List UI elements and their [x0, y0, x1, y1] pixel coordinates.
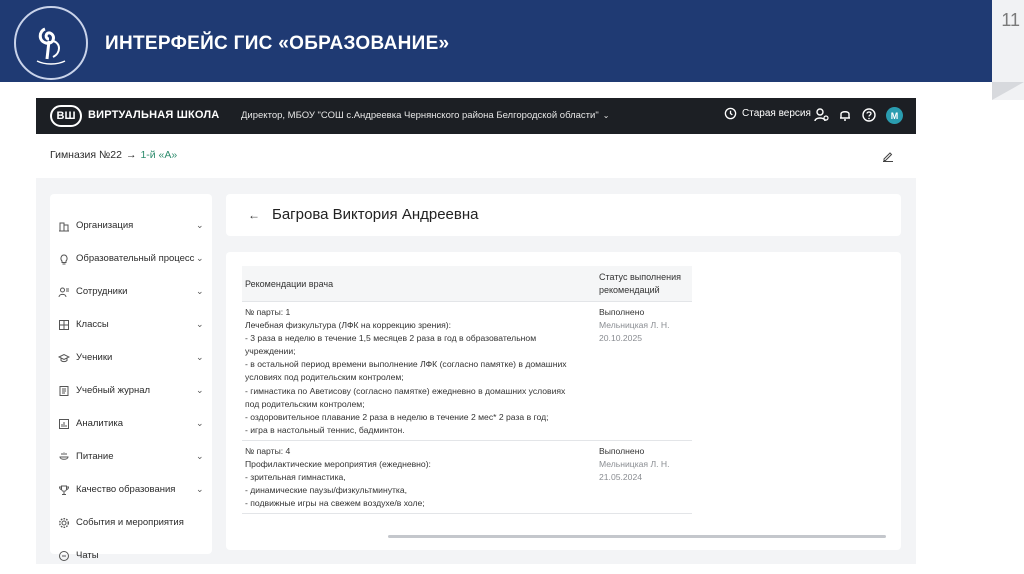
sidebar-item[interactable]: [50, 341, 212, 374]
avatar[interactable]: М: [886, 107, 903, 124]
user-search-icon[interactable]: [814, 107, 830, 123]
role-label: Директор, МБОУ "СОШ с.Андреевка Чернянского района Белгородской области": [241, 110, 599, 121]
breadcrumb-class[interactable]: 1-й «А»: [140, 149, 178, 161]
recommendation-line: № парты: 4: [245, 445, 291, 456]
chevron-down-icon: ⌄: [602, 111, 610, 120]
recommendation-line: условиях под родительским контролем;: [245, 372, 404, 383]
breadcrumb-bar: [36, 134, 916, 178]
sidebar-item-label: Питание: [76, 451, 114, 462]
recommendation-line: - зрительная гимнастика,: [245, 472, 346, 483]
sidebar-item[interactable]: [50, 440, 212, 473]
horizontal-scrollbar[interactable]: [388, 535, 886, 538]
chevron-down-icon: ⌄: [196, 418, 204, 428]
person-header: [226, 194, 901, 236]
recommendation-line: - 3 раза в неделю в течение 1,5 месяцев 2 раза в год в образовательном: [245, 333, 537, 344]
breadcrumb-arrow: →: [125, 149, 137, 161]
chevron-down-icon: ⌄: [196, 352, 204, 362]
status-author: Мельницкая Л. Н.: [599, 459, 670, 470]
lightbulb-icon: [58, 253, 70, 265]
old-version-label: Старая версия: [742, 108, 811, 119]
sidebar-item-label: Аналитика: [76, 418, 124, 429]
status-text: Выполнено: [599, 307, 645, 317]
recommendation-line: № парты: 1: [245, 307, 291, 317]
chart-icon: [58, 418, 70, 430]
recommendation-line: - игра в настольный теннис, бадминтон.: [245, 424, 405, 435]
recommendations-table: [242, 266, 692, 514]
sidebar-item-label: Классы: [76, 319, 109, 330]
header-recommendations: Рекомендации врача: [245, 279, 334, 289]
table-row: [242, 441, 692, 514]
status-text: Выполнено: [599, 445, 645, 456]
header-status-line2: рекомендаций: [599, 285, 660, 295]
edit-icon[interactable]: [882, 150, 894, 162]
sidebar-item-label: Учебный журнал: [76, 385, 151, 396]
help-icon[interactable]: [861, 107, 877, 123]
institution-logo: [14, 6, 88, 80]
sidebar-item-label: Сотрудники: [76, 286, 128, 297]
sidebar-item[interactable]: [50, 242, 212, 275]
food-icon: [58, 451, 70, 463]
sidebar-item[interactable]: [50, 506, 212, 539]
app-screenshot: [36, 98, 916, 564]
gear-icon: [58, 517, 70, 529]
page-fold: [992, 82, 1024, 100]
chevron-down-icon: ⌄: [196, 220, 204, 230]
recommendation-line: - гимнастика по Аветисову (согласно памятке) ежедневно в домашних условиях: [245, 385, 566, 396]
header-status-line1: Статус выполнения: [599, 272, 681, 282]
sidebar-item[interactable]: [50, 275, 212, 308]
grid-icon: [58, 319, 70, 331]
old-version-link[interactable]: [724, 107, 811, 120]
recommendation-text: [242, 302, 596, 440]
page-number: 11: [1001, 10, 1020, 30]
recommendation-line: - оздоровительное плавание 2 раза в неделю в течение 2 мес* 2 раза в год;: [245, 411, 549, 422]
sidebar-item[interactable]: [50, 308, 212, 341]
sidebar-item-label: Ученики: [76, 352, 113, 363]
status-date: 21.05.2024: [599, 472, 643, 483]
recommendation-text: [242, 441, 596, 513]
slide-header: [0, 0, 992, 82]
recommendation-line: - динамические паузы/физкультминутка,: [245, 485, 408, 496]
sidebar-item-label: События и мероприятия: [76, 517, 184, 528]
table-row: [242, 302, 692, 441]
sidebar-item[interactable]: [50, 374, 212, 407]
bell-icon[interactable]: [837, 107, 853, 123]
sidebar-item-label: Организация: [76, 220, 134, 231]
sidebar-item[interactable]: [50, 539, 212, 564]
brand-name[interactable]: ВИРТУАЛЬНАЯ ШКОЛА: [88, 109, 220, 121]
sidebar: [50, 194, 212, 561]
recommendation-line: - в остальной период времени выполнение ЛФК (согласно памятке) в домашних: [245, 359, 567, 370]
table-body: [242, 302, 692, 514]
status-date: 20.10.2025: [599, 333, 643, 344]
status-author: Мельницкая Л. Н.: [599, 320, 670, 331]
slide-title: ИНТЕРФЕЙС ГИС «ОБРАЗОВАНИЕ»: [105, 33, 450, 54]
top-navbar: [36, 98, 916, 134]
breadcrumb: [50, 149, 177, 161]
chevron-down-icon: ⌄: [196, 484, 204, 494]
history-icon: [724, 107, 737, 120]
recommendation-line: под родительским контролем;: [245, 398, 365, 409]
sidebar-item[interactable]: [50, 209, 212, 242]
recommendation-line: Профилактические мероприятия (ежедневно):: [245, 459, 431, 470]
chat-icon: [58, 550, 70, 562]
chevron-down-icon: ⌄: [196, 451, 204, 461]
trophy-icon: [58, 484, 70, 496]
sidebar-item-label: Качество образования: [76, 484, 176, 495]
breadcrumb-school[interactable]: Гимназия №22: [50, 149, 122, 161]
journal-icon: [58, 385, 70, 397]
chevron-down-icon: ⌄: [196, 385, 204, 395]
recommendation-status: [596, 441, 692, 513]
staff-icon: [58, 286, 70, 298]
recommendation-line: Лечебная физкультура (ЛФК на коррекцию зрения):: [245, 320, 452, 331]
role-selector[interactable]: [241, 110, 609, 121]
chevron-down-icon: ⌄: [196, 253, 204, 263]
recommendation-line: учреждении;: [245, 346, 296, 357]
header-status: [596, 266, 692, 301]
recommendations-panel: [226, 252, 901, 550]
recommendation-status: [596, 302, 692, 440]
sidebar-item-label: Чаты: [76, 550, 99, 561]
graduation-cap-icon: [58, 352, 70, 364]
chevron-down-icon: ⌄: [196, 286, 204, 296]
chevron-down-icon: ⌄: [196, 319, 204, 329]
sidebar-item-label: Образовательный процесс: [76, 253, 195, 264]
person-name: Багрова Виктория Андреевна: [272, 206, 479, 223]
back-arrow-icon[interactable]: ←: [248, 208, 260, 222]
recommendation-line: - подвижные игры на свежем воздухе/в холе;: [245, 498, 425, 509]
building-icon: [58, 220, 70, 232]
sidebar-item[interactable]: [50, 407, 212, 440]
sidebar-item[interactable]: [50, 473, 212, 506]
brand-logo[interactable]: ВШ: [50, 105, 82, 127]
table-header: [242, 266, 692, 302]
